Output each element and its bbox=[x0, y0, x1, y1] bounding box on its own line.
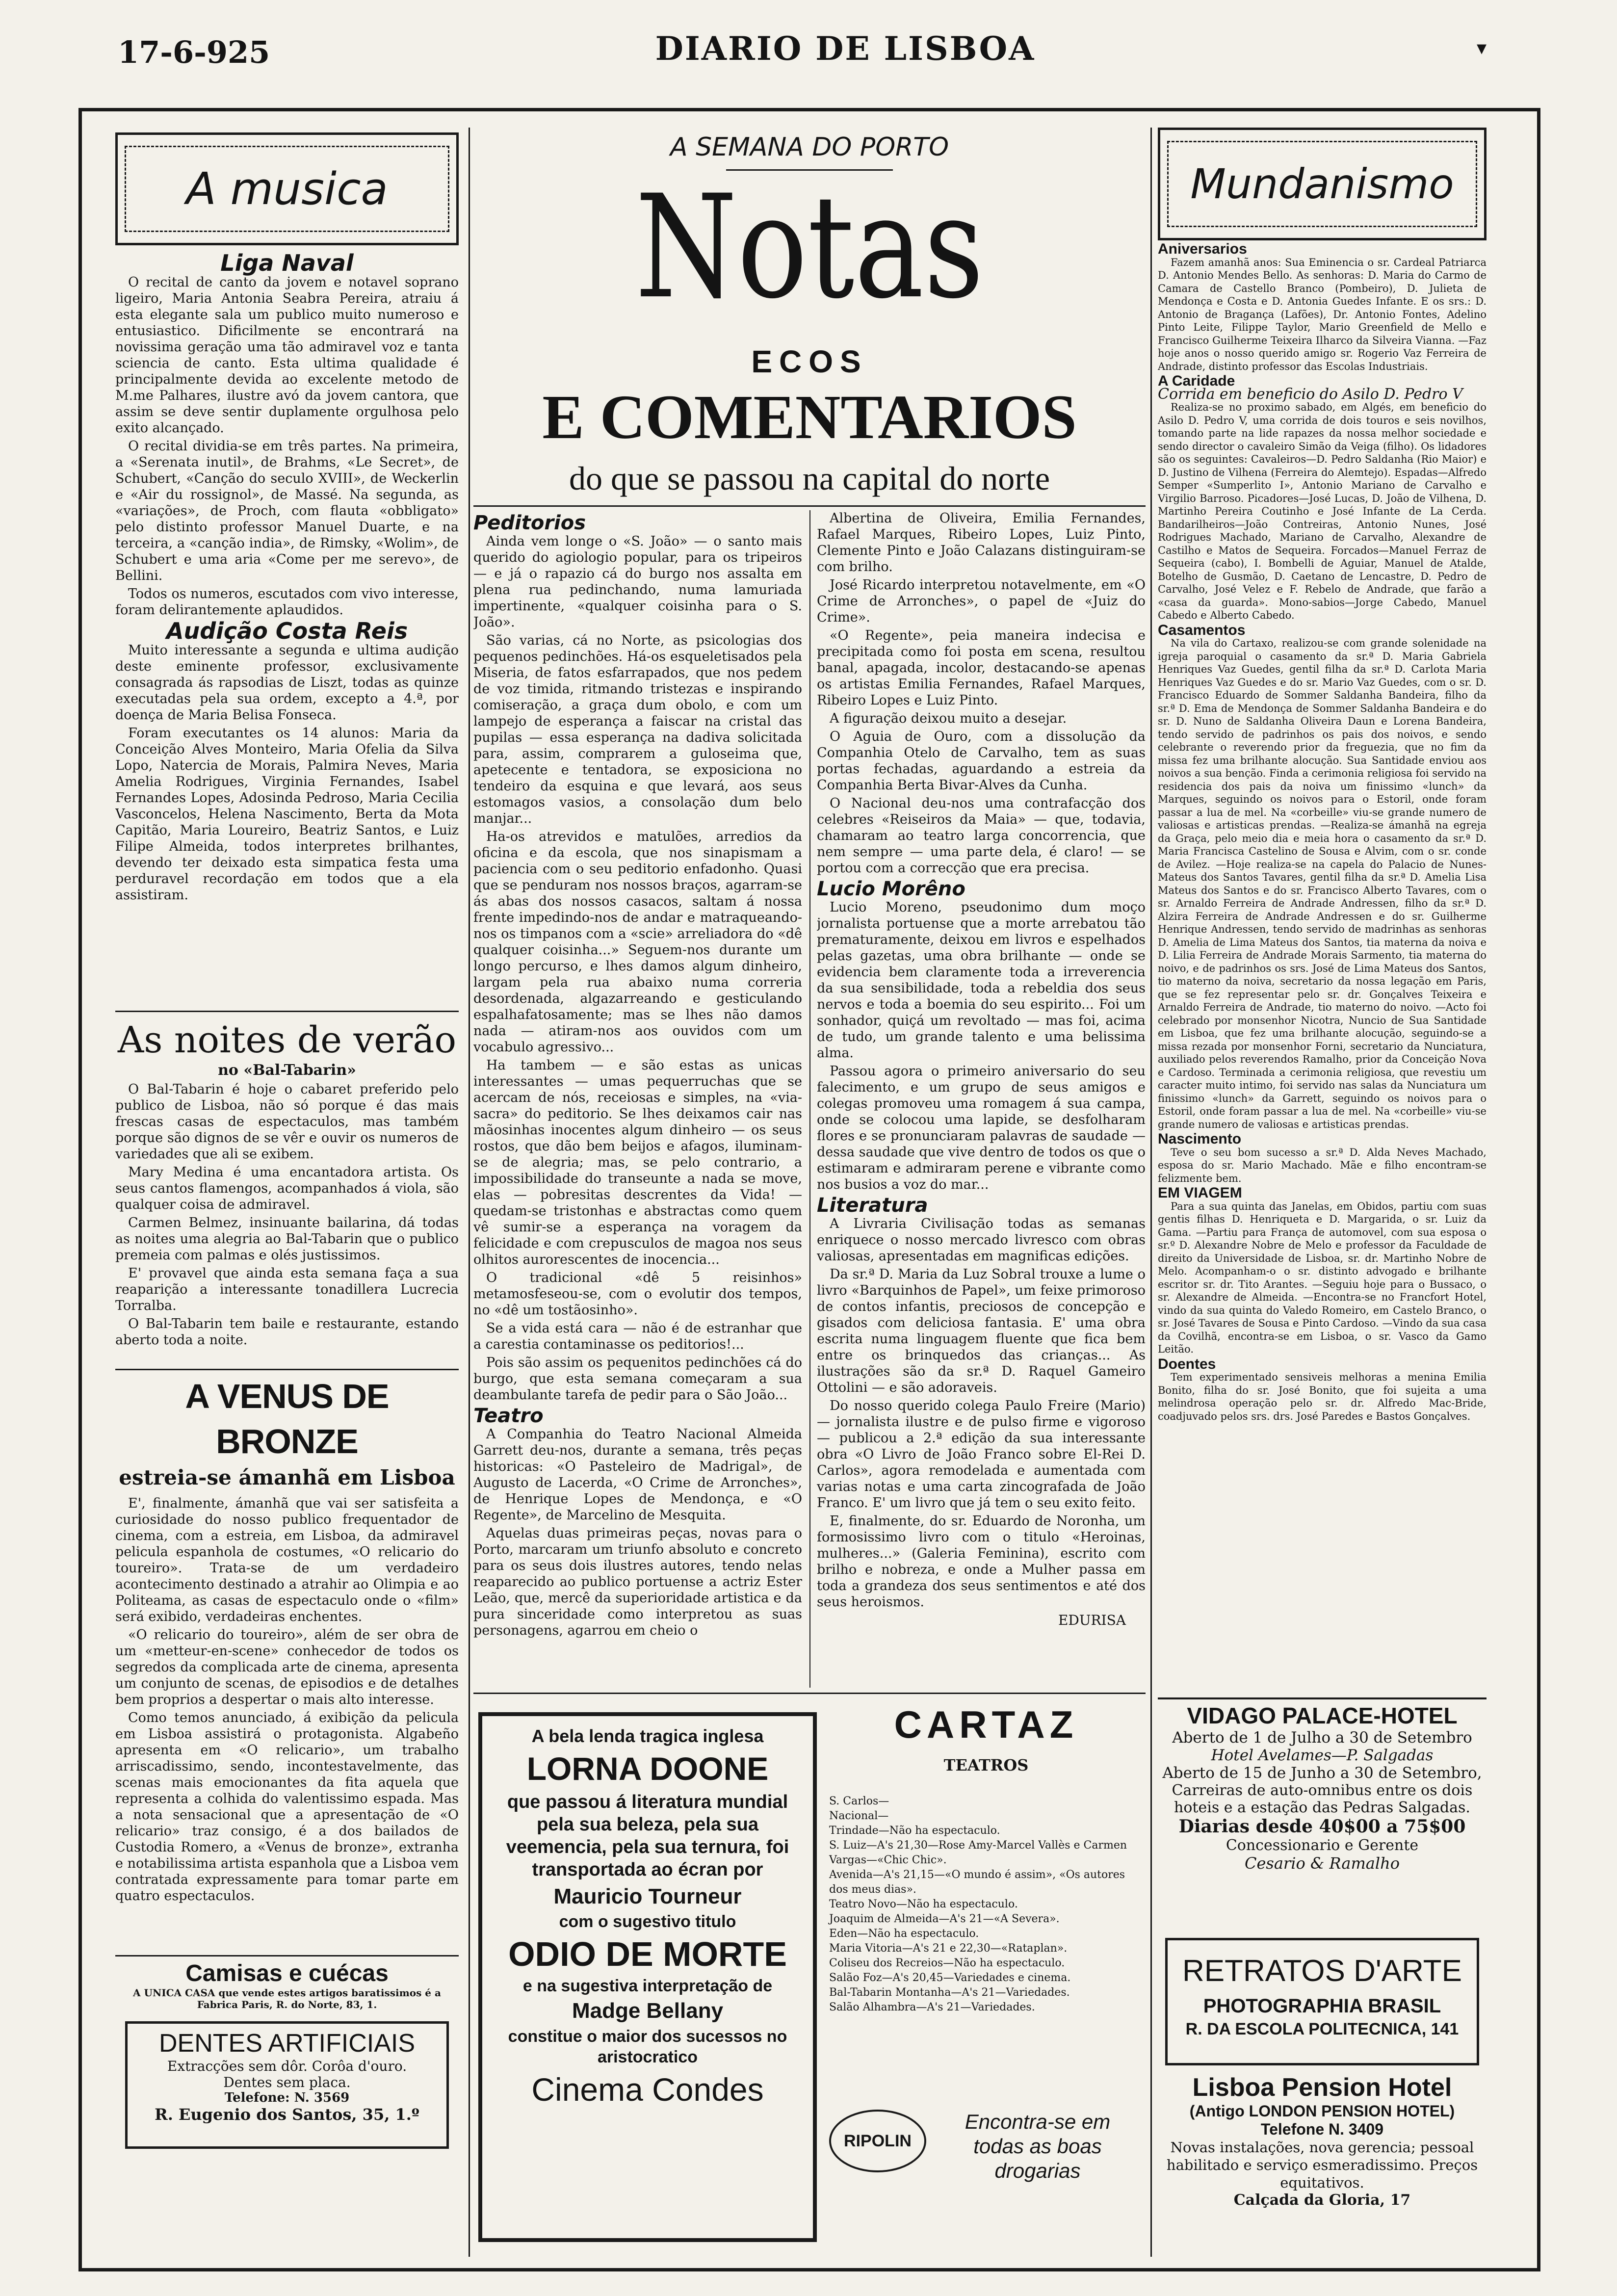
cartaz-entry: Bal-Tabarin Montanha—A's 21—Variedades. bbox=[829, 1986, 1070, 1999]
section-divider bbox=[115, 1369, 459, 1370]
caridade-subheading: Corrida em beneficio do Asilo D. Pedro V bbox=[1158, 385, 1463, 403]
venus-heading: A VENUS DE BRONZE bbox=[185, 1377, 389, 1461]
lorna-line: que passou á literatura mundial pela sua beleza, pela sua veemencia, pela sua ternura, foi transportada ao écran por bbox=[506, 1792, 789, 1880]
center-deck: do que se passou na capital do norte bbox=[569, 460, 1050, 497]
lorna-director: Mauricio Tourneur bbox=[553, 1884, 742, 1908]
vidago-line: Aberto de 1 de Julho a 30 de Setembro bbox=[1172, 1729, 1472, 1747]
cartaz-entry: S. Luiz—A's 21,30—Rose Amy-Marcel Vallès e Carmen Vargas—«Chic Chic». bbox=[829, 1839, 1127, 1866]
retratos-title: RETRATOS D'ARTE bbox=[1182, 1954, 1462, 1988]
casamentos-text: Na vila do Cartaxo, realizou-se com grande solenidade na igreja paroquial o casamento da sr.ª D. Maria Gabriela Henriques Vaz Guedes, gentil filha da sr.ª D. Carlota Maria Henriques Vaz Guedes e do sr. Mario Vaz Guedes, com o sr. D. Francisco Eduardo de Sommer Saldanha Bandeira, filho da sr.ª D. Ema de Mendonça de Sommer Saldanha Bandeira e do sr. D. Nuno de Saldanha Oliveira Daun e Lorena Bandeira, tendo servido de padrinhos os pais dos noivos, e sendo celebrante o reverendo prior da freguezia, que no fim da missa fez uma brilhante alocução. Sua Santidade enviou aos noivos a sua benção. Finda a cerimonia religiosa foi servido na residencia dos pais da noiva um finissimo «lunch» da Marques, seguindo os noivos para o Estoril, onde foram passar a lua de mel. Na «corbeille» viu-se grande numero de valiosas e artisticas prendas. —Realiza-se ámanhã na egreja da Graça, pelo meio dia e meia hora o casamento da sr.ª D. Maria Francisca Castelino de Sousa e Alvim, com o sr. conde de Avilez. —Hoje realiza-se na capela do Palacio de Nunes-Mateus dos Santos Tavares, gentil filha da sr.ª D. Amelia Lisa Mateus dos Santos e do sr. Francisco Alberto Tavares, com o sr. Arnaldo Ferreira de Andrade Andressen, filho da sr.ª D. Alzira Ferreira de Andrade Andressen e do sr. Guilherme Henrique Andressen, tendo servido de madrinhas as senhoras D. Amelia de Lima Mateus dos Santos, tia materna da noiva e D. Lilia Ferreira de Andrade Morais Sarmento, tia materna do noivo, e de padrinhos os srs. José de Lima Mateus dos Santos, tio materno da noiva, secretario da nossa legação em Paris, que se fez representar pelo sr. dr. Gonçalves Teixeira e Arnaldo Ferreira de Andrade, tio materno do noivo. —Acto foi celebrado por monsenhor Nicotra, Nuncio de Sua Santidade em Lisboa, que fez uma brilhante alocução, seguindo-se a missa rezada por monsenhor Forni, secretario da Nunciatura, auxiliado pelos reverendos Ramalho, prior da Conceição Nova e Cardoso. Terminada a cerimonia religiosa, que revestiu um caracter muito intimo, foi servido nas salas da Nunciatura um finissimo «lunch» da Garrett, seguindo os noivos para o Estoril, onde foram passar a lua de mel. Na «corbeille» viu-se grande numero de valiosas e artisticas prendas. bbox=[1158, 637, 1487, 1130]
center-col-right bbox=[817, 510, 1146, 1688]
cartaz-section bbox=[829, 1702, 1143, 2257]
lorna-line: constitue o maior dos sucessos no aristocratico bbox=[508, 2027, 787, 2066]
retratos-ad bbox=[1165, 1938, 1479, 2065]
music-section-title: A musica bbox=[186, 163, 388, 215]
nascimento-text: Teve o seu bom sucesso a sr.ª D. Alda Neves Machado, esposa do sr. Mario Machado. Mãe e filho encontram-se felizmente bem. bbox=[1158, 1146, 1487, 1184]
venus-paragraph: E', finalmente, ámanhã que vai ser satisfeita a curiosidade do nosso publico frequentador de cinema, com a estreia, em Lisboa, da admiravel pelicula espanhola de costumes, «O relicario do toureiro». Trata-se de um verdadeiro acontecimento destinado a atrahir ao Olimpia e ao Politeama, as casas de espectaculo onde o «film» será exibido, verdadeiras enchentes. bbox=[115, 1496, 459, 1624]
venus-paragraph: «O relicario do toureiro», além de ser obra de um «metteur-en-scene» conhecedor de todos os segredos da complicada arte de cinema, apresenta um conjunto de scenas, de episodios e de detalhes bem proprios a despertar o mais alto interesse. bbox=[115, 1627, 459, 1707]
section-divider bbox=[1158, 1697, 1487, 1699]
vidago-line: Diarias desde 40$00 a 75$00 bbox=[1178, 1816, 1466, 1837]
venus-paragraph: Como temos anunciado, á exibição da pelicula em Lisboa assistirá o protagonista. Algabeño apresenta em «O relicario», um trabalho arriscadissimo, sendo, incontestavelmente, das scenas mais emocionantes da fita aquela que representa a colhida do valentissimo espada. Mas a nota sensacional que a apresentação de «O relicario» traz consigo, é a dos bailados de Custodia Romero, a «Venus de bronze», extranha e notabilissima artista espanhola que a Lisboa vem contratada expressamente para tomar parte em quatro espectaculos. bbox=[115, 1710, 459, 1904]
vidago-line: Carreiras de auto-omnibus entre os dois hoteis e a estação das Pedras Salgadas. bbox=[1172, 1782, 1473, 1816]
lucio-paragraph: Passou agora o primeiro aniversario do seu falecimento, e um grupo de seus amigos e colegas promoveu uma romagem á sua campa, onde se colocou uma lapide, se desfolharam flores e se pronunciaram palavras de saudade — dessa saudade que vive dentro de todos os que o estimaram e admiraram perene e vibrante como nos busios a voz do mar... bbox=[817, 1064, 1146, 1192]
lorna-title: LORNA DOONE bbox=[526, 1750, 769, 1787]
page-header bbox=[118, 20, 1573, 78]
corner-mark: ▾ bbox=[1477, 37, 1487, 59]
cartaz-list bbox=[829, 1794, 1143, 2015]
center-ecos: ECOS bbox=[751, 344, 868, 379]
article-signature: EDURISA bbox=[1058, 1612, 1126, 1628]
ripolin-text: Encontra-se em todas as boas drogarias bbox=[965, 2110, 1111, 2182]
mundanismo-header-inner bbox=[1167, 141, 1477, 227]
center-col-left bbox=[473, 510, 802, 1688]
casamentos-heading: Casamentos bbox=[1158, 622, 1246, 638]
noites-article bbox=[115, 1018, 459, 1366]
cartaz-entry: S. Carlos— bbox=[829, 1795, 889, 1807]
peditorios-paragraph: O tradicional «dê 5 reisinhos» metamosfeseou-se, com o evolutir dos tempos, no «dê um tostãosinho». bbox=[473, 1270, 802, 1318]
cartaz-entry: Trindade—Não ha espectaculo. bbox=[829, 1825, 1000, 1837]
peditorios-paragraph: Ainda vem longe o «S. João» — o santo mais querido do agiologio popular, para os tripeiros — e já o rapazio cá do burgo nos assalta em plena rua pedinchando, numa lamuriada impertinente, «qualquer coisinha para o S. João». bbox=[473, 534, 802, 630]
section-divider bbox=[115, 1955, 459, 1957]
cartaz-entry: Teatro Novo—Não ha espectaculo. bbox=[829, 1898, 1018, 1910]
cartaz-entry: Salão Alhambra—A's 21—Variedades. bbox=[829, 2001, 1035, 2013]
dentes-ad bbox=[125, 2021, 449, 2149]
bottom-section-rule bbox=[473, 1693, 1146, 1694]
viagem-text: Para a sua quinta das Janelas, em Obidos, partiu com suas gentis filhas D. Henriqueta e D. Margarida, o sr. Luiz da Gama. —Partiu para França de automovel, com sua esposa o sr.º D. Alexandre Nobre de Melo e professor da Faculdade de direito da Universidade de Lisboa, sr. dr. Martinho Nobre de Melo. Acompanham-o o sr. distinto advogado e brilhante escritor sr. dr. Tito Arantes. —Seguiu hoje para o Bussaco, o sr. Alexandre de Almeida. —Encontra-se no Francfort Hotel, vindo da sua quinta do Valedo Romeiro, em Castelo Branco, o sr. José Tavares de Sousa e Pinto Cardoso. —Vindo da sua casa da Covilhã, encontra-se em Lisboa, o sr. Vasco da Gamo Leitão. bbox=[1158, 1200, 1487, 1355]
noites-paragraph: O Bal-Tabarin tem baile e restaurante, estando aberto toda a noite. bbox=[115, 1316, 459, 1348]
literatura-paragraph: Do nosso querido colega Paulo Freire (Mario) — jornalista ilustre e de pulso firme e vigoroso — publicou a 2.ª edição da sua interessante obra «O Livro de João Franco sobre El-Rei D. Carlos», agora remodelada e aumentada com varias notas e uma carta zincografada de João Franco. E' um livro que já tem o seu exito feito. bbox=[817, 1398, 1146, 1511]
retratos-line: PHOTOGRAPHIA BRASIL bbox=[1203, 1995, 1441, 2017]
peditorios-heading: Peditorios bbox=[473, 512, 586, 534]
pension-line: Telefone N. 3409 bbox=[1260, 2120, 1384, 2138]
doentes-heading: Doentes bbox=[1158, 1356, 1216, 1372]
center-column-rule bbox=[809, 510, 810, 1688]
lorna-cinema: Cinema Condes bbox=[531, 2071, 764, 2108]
teatro-paragraph: O Nacional deu-nos uma contrafacção dos celebres «Reiseiros da Maia» — que, todavia, chamaram ao teatro larga concorrencia, que nem sempre — uma parte dela, é claro! — se portou com a correcção que era precisa. bbox=[817, 796, 1146, 876]
noites-paragraph: O Bal-Tabarin é hoje o cabaret preferido pelo publico de Lisboa, não só porque é das mais frescas casas de espectaculos, mas também porque são dignos de se vêr e ouvir os numeros de variedades que ali se exibem. bbox=[115, 1082, 459, 1162]
liga-naval-heading: Liga Naval bbox=[220, 250, 354, 276]
audicao-heading: Audição Costa Reis bbox=[166, 618, 408, 644]
peditorios-paragraph: Se a vida está cara — não é de estranhar que a carestia contaminasse os peditorios!... bbox=[473, 1321, 802, 1352]
lucio-heading: Lucio Morêno bbox=[817, 878, 965, 900]
dentes-title: DENTES ARTIFICIAIS bbox=[158, 2029, 416, 2058]
pension-ad bbox=[1158, 2073, 1487, 2249]
cartaz-entry: Eden—Não ha espectaculo. bbox=[829, 1928, 979, 1940]
pension-line: (Antigo LONDON PENSION HOTEL) bbox=[1189, 2102, 1455, 2120]
vidago-line: Concessionario e Gerente bbox=[1226, 1837, 1419, 1854]
vidago-title: VIDAGO PALACE-HOTEL bbox=[1187, 1703, 1458, 1728]
audicao-paragraph: Muito interessante a segunda e ultima audição deste eminente professor, exclusivamente consagrada ás rapsodias de Liszt, todas as quinze executadas pela sua ordem, excepto a 4.ª, por doença de Maria Belisa Fonseca. bbox=[115, 643, 459, 723]
mundanismo-section-title: Mundanismo bbox=[1190, 160, 1454, 208]
pension-line: Calçada da Gloria, 17 bbox=[1233, 2192, 1411, 2209]
pension-title: Lisboa Pension Hotel bbox=[1192, 2073, 1452, 2102]
cartaz-entry: Avenida—A's 21,15—«O mundo é assim», «Os autores dos meus dias». bbox=[829, 1869, 1125, 1896]
doentes-text: Tem experimentado sensiveis melhoras a menina Emilia Bonito, filha do sr. José Bonito, que foi sujeita a uma melindrosa operação pelo sr. dr. Alfredo Mac-Bride, coadjuvado pelos srs. drs. José Paredes e Bastos Gonçalves. bbox=[1158, 1371, 1487, 1422]
dentes-line: R. Eugenio dos Santos, 35, 1.º bbox=[155, 2105, 419, 2124]
teatro-paragraph: Aquelas duas primeiras peças, novas para o Porto, marcaram um triunfo absoluto e concreto para os seus dois ilustres autores, tendo nelas reaparecido ao publico portuense a actriz Ester Leão, que, mercê da superioridade artistica e da pura sinceridade como interpretou as suas personagens, agarrou em cheio o bbox=[473, 1526, 802, 1638]
viagem-heading: EM VIAGEM bbox=[1158, 1185, 1242, 1201]
teatro-paragraph: José Ricardo interpretou notavelmente, em «O Crime de Arronches», o papel de «Juiz do Crime». bbox=[817, 577, 1146, 625]
center-title: Notas bbox=[635, 165, 984, 330]
literatura-paragraph: Da sr.ª D. Maria da Luz Sobral trouxe a lume o livro «Barquinhos de Papel», um feixe primoroso de contos infantis, preciosos de concepção e gisados com deliciosa fantasia. E' uma obra escrita numa linguagem fluente que fica bem entre os brinquedos das crianças... As ilustrações são da sr.ª D. Raquel Gameiro Ottolini — e são adoraveis. bbox=[817, 1267, 1146, 1395]
peditorios-paragraph: São varias, cá no Norte, as psicologias dos pequenos pedinchões. Há-os esqueletisados pela Miseria, de fatos esfarrapados, que nos pedem de voz timida, ritmando tristezas e inspirando comiseração, a graça dum obolo, e com um lampejo de esperança a faiscar na cristal das pupilas — essa esperança na dadiva solicitada para, assim, comprarem a guloseima que, apetecente e tentadora, se exposiciona no tendeiro da esquina e que levará, aos seus estomagos vasios, a consolação dum belo manjar... bbox=[473, 633, 802, 826]
venus-subheading: estreia-se ámanhã em Lisboa bbox=[119, 1465, 455, 1489]
literatura-heading: Literatura bbox=[817, 1194, 928, 1217]
ripolin-ad bbox=[829, 2095, 1143, 2183]
music-section-header bbox=[115, 132, 459, 245]
noites-subheading: no «Bal-Tabarin» bbox=[218, 1062, 356, 1079]
column-rule bbox=[1150, 128, 1152, 2257]
cartaz-entry: Nacional— bbox=[829, 1810, 889, 1822]
mundanismo-section-header bbox=[1158, 128, 1487, 240]
camisas-ad bbox=[115, 1960, 459, 2014]
teatro-paragraph: O Aguia de Ouro, com a dissolução da Companhia Otelo de Carvalho, tem as suas portas fechadas, aguardando a estreia da Companhia Berta Bivar-Alves da Cunha. bbox=[817, 729, 1146, 793]
ripolin-logo bbox=[829, 2110, 926, 2172]
retratos-line: R. DA ESCOLA POLITECNICA, 141 bbox=[1185, 2020, 1459, 2038]
teatro-paragraph: «O Regente», peia maneira indecisa e precipitada como foi posta em scena, resultou banal, apagada, incolor, destacando-se apenas os artistas Emilia Fernandes, Rafael Marques, Ribeiro Lopes e Luiz Pinto. bbox=[817, 628, 1146, 708]
vidago-line: Aberto de 15 de Junho a 30 de Setembro, bbox=[1162, 1764, 1482, 1782]
dentes-line: Dentes sem placa. bbox=[223, 2074, 351, 2090]
lucio-paragraph: Lucio Moreno, pseudonimo dum moço jornalista portuense que a morte arrebatou tão prematuramente, deixou em livros e espelhados pelas gazetas, uma obra brilhante — onde se evidencia bem claramente toda a irreverencia da sua sensibilidade, toda a rebeldia dos seus nervos e toda a boemia do seu espirito... Foi um sonhador, quiçá um revoltado — mas foi, acima de tudo, um grande talento e uma belissima alma. bbox=[817, 900, 1146, 1061]
music-header-inner bbox=[125, 146, 449, 232]
peditorios-paragraph: Ha tambem — e são estas as unicas interessantes — umas pequerruchas que se acercam de nós, receiosas e simples, na «via-sacra» do peditorio. Se lhes deixamos cair nas mãosinhas inocentes algum dinheiro — os seus rostos, que dão bem beijos e afagos, iluminam-se de alegria; mas, se pelo contrario, a impossibilidade do transeunte a nada se move, elas — pobresitas descrentes da Vida! — quedam-se tristonhas e abstractas como quem vê sumir-se a esperança na voragem da felicidade e com crepusculos de magoa nos seus olhitos aurorescentes de inocencia... bbox=[473, 1058, 802, 1267]
newspaper-title: DIARIO DE LISBOA bbox=[655, 29, 1036, 68]
vidago-ad bbox=[1158, 1702, 1487, 1913]
lorna-line: A bela lenda tragica inglesa bbox=[531, 1726, 764, 1746]
liga-naval-paragraph: Todos os numeros, escutados com vivo interesse, foram delirantemente aplaudidos. bbox=[115, 586, 459, 618]
issue-date: 17-6-925 bbox=[118, 34, 270, 70]
ripolin-name: RIPOLIN bbox=[844, 2131, 912, 2150]
music-column bbox=[115, 250, 459, 1006]
teatro-continued: Albertina de Oliveira, Emilia Fernandes, Rafael Marques, Ribeiro Lopes, Luiz Pinto, Clemente Pinto e João Calazans distinguiram-se com brilho. bbox=[817, 511, 1146, 574]
teatro-heading: Teatro bbox=[473, 1405, 544, 1427]
peditorios-paragraph: Pois são assim os pequenitos pedinchões cá do burgo, que esta semana começaram a sua deambulante tarefa de pedir para o São João... bbox=[473, 1355, 802, 1403]
peditorios-paragraph: Ha-os atrevidos e matulões, arredios da oficina e da escola, que nos sinapismam a paciencia com o seu peditorio enfadonho. Quasi que se penduram nos nossos braços, agarram-se ás abas dos nossos casacos, saltam á nossa frente impedindo-nos de andar e matraqueando-nos os timpanos com a «scie» arreliadora do «dê qualquer coisinha...» Seguem-nos durante um longo percurso, e lhes damos algum dinheiro, largam pela rua abaixo numa correria desordenada, algazarreando e gesticulando espalhafatosamente; mas se lhes não damos nada — atiram-nos aos ouvidos com um vocabulo agressivo... bbox=[473, 829, 802, 1055]
lorna-actress: Madge Bellany bbox=[572, 1999, 724, 2023]
dentes-line: Extracções sem dôr. Corôa d'ouro. bbox=[167, 2058, 407, 2074]
camisas-text: A UNICA CASA que vende estes artigos baratissimos é a Fabrica Paris, R. do Norte, 83, 1. bbox=[133, 1987, 441, 2010]
cartaz-entry: Maria Vitoria—A's 21 e 22,30—«Rataplan». bbox=[829, 1942, 1068, 1955]
noites-heading: As noites de verão bbox=[117, 1019, 457, 1061]
noites-paragraph: Carmen Belmez, insinuante bailarina, dá todas as noites uma alegria ao Bal-Tabarin que o publico premeia com palmas e olés justissimos. bbox=[115, 1215, 459, 1263]
lorna-line: com o sugestivo titulo bbox=[559, 1912, 736, 1931]
lorna-title2: ODIO DE MORTE bbox=[508, 1935, 787, 1973]
liga-naval-paragraph: O recital dividia-se em três partes. Na primeira, a «Serenata inutil», de Brahms, «Le Secret», de Schubert, «Canção do seculo XVIII», de Weckerlin e «Air du rossignol», de Massé. Na segunda, as «variações», de Proch, com flauta «obbligato» pelo distinto professor Manuel Duarte, e na terceira, a «canção india», de Rimsky, «Wolim», de Schubert e uma aria «Come per me serevo», de Bellini. bbox=[115, 439, 459, 583]
caridade-text: Realiza-se no proximo sabado, em Algés, em beneficio do Asilo D. Pedro V, uma corrida de dois touros e seis novilhos, tomando parte na lide rapazes da nossa melhor sociedade e sendo director o cavaleiro Simão da Veiga (filho). Os lidadores são os seguintes: Cavaleiros—D. Pedro Saldanha (Rio Maior) e D. Justino de Vilhena (Ferreira do Alemtejo). Espadas—Alfredo Semper «Sumperlito I», Antonio Mariano de Carvalho e Virgilio Barroso. Picadores—José Lucas, D. João de Vilhena, D. Martinho Pereira Coutinho e José Infante de La Cerda. Bandarilheiros—João Contreiras, Antonio Nunes, José Rodrigues Machado, Mariano de Carvalho, Alexandre de Castilho e Matos de Sequeira. Forcados—Manuel Ferraz de Sequeira (cabo), I. Bombelli de Aguiar, Manuel de Atalde, Botelho de Gusmão, D. Caetano de Lencastre, D. Pedro de Carvalho, José Velez e F. Rebelo de Andrade, que farão a «casa da guarda». Mono-sabios—Jorge Cabedo, Manuel Cabedo e Alberto Cabedo. bbox=[1158, 401, 1487, 621]
pension-line: Novas instalações, nova gerencia; pessoal habilitado e serviço esmeradissimo. Preços equitativos. bbox=[1166, 2139, 1478, 2191]
mundanismo-column bbox=[1158, 243, 1487, 1695]
cartaz-subtitle: TEATROS bbox=[943, 1756, 1029, 1774]
cartaz-title: CARTAZ bbox=[894, 1703, 1078, 1746]
liga-naval-paragraph: O recital de canto da jovem e notavel soprano ligeiro, Maria Antonia Seabra Pereira, atraiu á esta elegante sala um publico muito numeroso e entusiastico. Dificilmente se encontrará na novissima geração uma tão admiravel voz e tanta sciencia de canto. Esta ultima qualidade é principalmente devida ao excelente metodo de M.me Palhares, ilustre avó da jovem cantora, que assim se deve sentir duplamente orgulhosa pelo exito alcançado. bbox=[115, 275, 459, 436]
section-divider bbox=[115, 1011, 459, 1012]
noites-paragraph: E' provavel que ainda esta semana faça a sua reaparição a interessante tonadillera Lucrecia Torralba. bbox=[115, 1266, 459, 1313]
noites-paragraph: Mary Medina é uma encantadora artista. Os seus cantos flamengos, acompanhados á viola, são qualquer coisa de admiravel. bbox=[115, 1165, 459, 1212]
aniversarios-heading: Aniversarios bbox=[1158, 243, 1247, 257]
cartaz-entry: Joaquim de Almeida—A's 21—«A Severa». bbox=[829, 1913, 1060, 1925]
teatro-paragraph: A figuração deixou muito a desejar. bbox=[830, 711, 1067, 726]
audicao-paragraph: Foram executantes os 14 alunos: Maria da Conceição Alves Monteiro, Maria Ofelia da Silva Lopo, Natercia de Morais, Palmira Neves, Maria Amelia Rodrigues, Virginia Fernandes, Isabel Fernandes Lopes, Adosinda Pedroso, Maria Cecilia Vasconcelos, Helena Nascimento, Berta da Mota Capitão, Maria Loureiro, Beatriz Santos, e Luiz Filipe Almeida, todos interpretes brilhantes, devendo ter deixado esta simpatica festa uma perduravel recordação em todos que a ela assistiram. bbox=[115, 726, 459, 903]
vidago-line: Cesario & Ramalho bbox=[1245, 1854, 1400, 1873]
dentes-line: Telefone: N. 3569 bbox=[224, 2090, 350, 2105]
camisas-title: Camisas e cuécas bbox=[185, 1960, 389, 1986]
center-comentarios: E COMENTARIOS bbox=[542, 382, 1077, 452]
teatro-paragraph: A Companhia do Teatro Nacional Almeida Garrett deu-nos, durante a semana, três peças historicas: «O Pasteleiro de Madrigal», de Augusto de Lacerda, «O Crime de Arronches», de Henrique Lopes de Mendonça, e «O Regente», de Marcelino de Mesquita. bbox=[473, 1427, 802, 1523]
literatura-paragraph: E, finalmente, do sr. Eduardo de Noronha, um formosissimo livro com o titulo «Heroinas, mulheres...» (Galeria Feminina), escrito com brilho e nobreza, e onde a Mulher passa em toda a grandeza dos seus sentimentos e até dos seus heroismos. bbox=[817, 1513, 1146, 1610]
cartaz-entry: Salão Foz—A's 20,45—Variedades e cinema. bbox=[829, 1972, 1071, 1984]
caridade-heading: A Caridade bbox=[1158, 373, 1235, 389]
aniversarios-text: Fazem amanhã anos: Sua Eminencia o sr. Cardeal Patriarca D. Antonio Mendes Bello. As senhoras: D. Maria do Carmo de Camara de Castello Branco (Pombeiro), D. Julieta de Mendonça e Costa e D. Antonia Guedes Infante. E os srs.: D. Antonio de Bragança (Lafões), Dr. Antonio Fontes, Adelino Pinto Leite, Filippe Taylor, Mario Greenfield de Mello e Francisco Guilherme Teixeira Ilharco da Silveira Vianna. —Faz hoje anos o nosso querido amigo sr. Rogerio Vaz Ferreira de Andrade, distinto professor das Escolas Industriais. bbox=[1158, 256, 1487, 372]
venus-article bbox=[115, 1374, 459, 1953]
headline-rule bbox=[473, 505, 1146, 507]
vidago-line: Hotel Avelames—P. Salgadas bbox=[1211, 1747, 1434, 1764]
literatura-paragraph: A Livraria Civilisação todas as semanas enriquece o nosso mercado livresco com obras valiosas, apresentadas em magnificas edições. bbox=[817, 1216, 1146, 1264]
cartaz-entry: Coliseu dos Recreios—Não ha espectaculo. bbox=[829, 1957, 1065, 1969]
column-rule bbox=[469, 128, 470, 2257]
center-kicker: A SEMANA DO PORTO bbox=[670, 132, 949, 162]
lorna-line: e na sugestiva interpretação de bbox=[522, 1977, 773, 1995]
nascimento-heading: Nascimento bbox=[1158, 1131, 1242, 1147]
lorna-doone-ad bbox=[478, 1712, 817, 2242]
